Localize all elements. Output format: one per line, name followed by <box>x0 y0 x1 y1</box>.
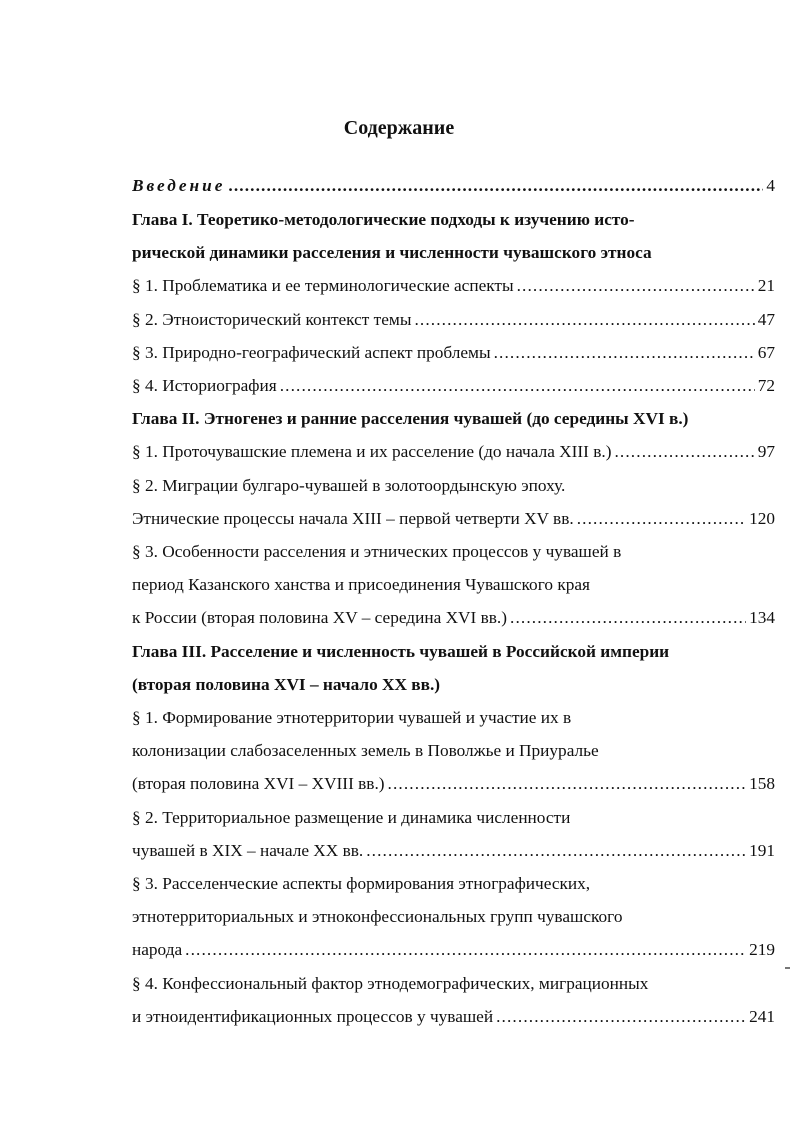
toc-entry-ch1-s3[interactable] <box>132 336 775 369</box>
dot-leader <box>510 601 746 634</box>
dot-leader <box>517 269 755 302</box>
toc-entry-ch3-s3[interactable] <box>132 933 775 966</box>
toc-page-number: 134 <box>749 608 775 627</box>
toc-entry-ch2-s1[interactable] <box>132 435 775 468</box>
toc-entry-introduction[interactable] <box>132 169 775 202</box>
toc-page-number: 219 <box>749 940 775 959</box>
toc-entry-ch1-s1[interactable] <box>132 269 775 302</box>
toc-entry-label: и этноидентификационных процессов у чувашей <box>132 1007 494 1026</box>
toc-page-number: 158 <box>749 774 775 793</box>
chapter-heading-2[interactable]: Глава II. Этногенез и ранние расселения чувашей (до середины XVI в.) <box>132 409 689 428</box>
toc-entry-label: чувашей в XIX – начале XX вв. <box>132 841 364 860</box>
toc-page-number: 67 <box>757 343 775 362</box>
toc-entry-label: Этнические процессы начала XIII – первой четверти XV вв. <box>132 509 574 528</box>
toc-page-number: 97 <box>757 442 775 461</box>
toc-entry-ch3-s1-line-2[interactable]: колонизации слабозаселенных земель в Поволжье и Приуралье <box>132 741 599 760</box>
toc-entry-ch3-s4-line-1[interactable]: § 4. Конфессиональный фактор этнодемографических, миграционных <box>132 974 649 993</box>
dot-leader <box>496 1000 746 1033</box>
toc-entry-ch3-s3-line-1[interactable]: § 3. Расселенческие аспекты формирования этнографических, <box>132 874 591 893</box>
dot-leader <box>577 502 746 535</box>
dot-leader <box>280 369 755 402</box>
toc-entry-label: (вторая половина XVI – XVIII вв.) <box>132 774 385 793</box>
toc-entry-ch2-s3-line-2[interactable]: период Казанского ханства и присоединения Чувашского края <box>132 575 590 594</box>
toc-entry-ch3-s4[interactable] <box>132 1000 775 1033</box>
chapter-heading-1-line-1[interactable]: Глава I. Теоретико-методологические подходы к изучению исто- <box>132 210 635 229</box>
toc-page-number: 191 <box>749 841 775 860</box>
dot-leader <box>388 767 747 800</box>
toc-entry-ch3-s3-line-2[interactable]: этнотерриториальных и этноконфессиональных групп чувашского <box>132 907 623 926</box>
toc-page-number: 4 <box>766 176 775 195</box>
toc-entry-ch2-s3[interactable] <box>132 601 775 634</box>
toc-page-number: 47 <box>757 310 775 329</box>
scan-artifact <box>785 967 790 969</box>
toc-entry-ch2-s2[interactable] <box>132 502 775 535</box>
toc-entry-ch3-s1[interactable] <box>132 767 775 800</box>
toc-entry-ch3-s2[interactable] <box>132 834 775 867</box>
toc-entry-label: § 1. Проточувашские племена и их расселение (до начала XIII в.) <box>132 442 612 461</box>
dot-leader <box>228 169 763 202</box>
toc-entry-ch2-s2-line-1[interactable]: § 2. Миграции булгаро-чувашей в золотоордынскую эпоху. <box>132 476 566 495</box>
toc-entry-ch2-s3-line-1[interactable]: § 3. Особенности расселения и этнических процессов у чувашей в <box>132 542 622 561</box>
toc-entry-label: § 3. Природно-географический аспект проблемы <box>132 343 491 362</box>
toc-entry-ch1-s2[interactable] <box>132 303 775 336</box>
dot-leader <box>414 303 754 336</box>
toc-entry-ch3-s2-line-1[interactable]: § 2. Территориальное размещение и динамика численности <box>132 808 571 827</box>
toc-page-number: 241 <box>749 1007 775 1026</box>
chapter-heading-3-line-2[interactable]: (вторая половина XVI – начало XX вв.) <box>132 675 441 694</box>
toc-entry-label: Введение <box>132 176 226 195</box>
toc-entry-ch3-s1-line-1[interactable]: § 1. Формирование этнотерритории чувашей и участие их в <box>132 708 572 727</box>
toc-page-number: 72 <box>757 376 775 395</box>
toc-entry-label: к России (вторая половина XV – середина XVI вв.) <box>132 608 507 627</box>
toc-page-number: 21 <box>757 276 775 295</box>
dot-leader <box>494 336 755 369</box>
toc-entry-label: § 1. Проблематика и ее терминологические аспекты <box>132 276 514 295</box>
page-title: Содержание <box>343 117 455 139</box>
dot-leader <box>366 834 746 867</box>
chapter-heading-1-line-2[interactable]: рической динамики расселения и численности чувашского этноса <box>132 243 652 262</box>
toc-page-number: 120 <box>749 509 775 528</box>
dot-leader <box>185 933 746 966</box>
toc-entry-label: народа <box>132 940 183 959</box>
toc-entry-label: § 4. Историография <box>132 376 277 395</box>
toc-entry-label: § 2. Этноисторический контекст темы <box>132 310 412 329</box>
chapter-heading-3-line-1[interactable]: Глава III. Расселение и численность чувашей в Российской империи <box>132 642 670 661</box>
dot-leader <box>614 435 754 468</box>
toc-entry-ch1-s4[interactable] <box>132 369 775 402</box>
